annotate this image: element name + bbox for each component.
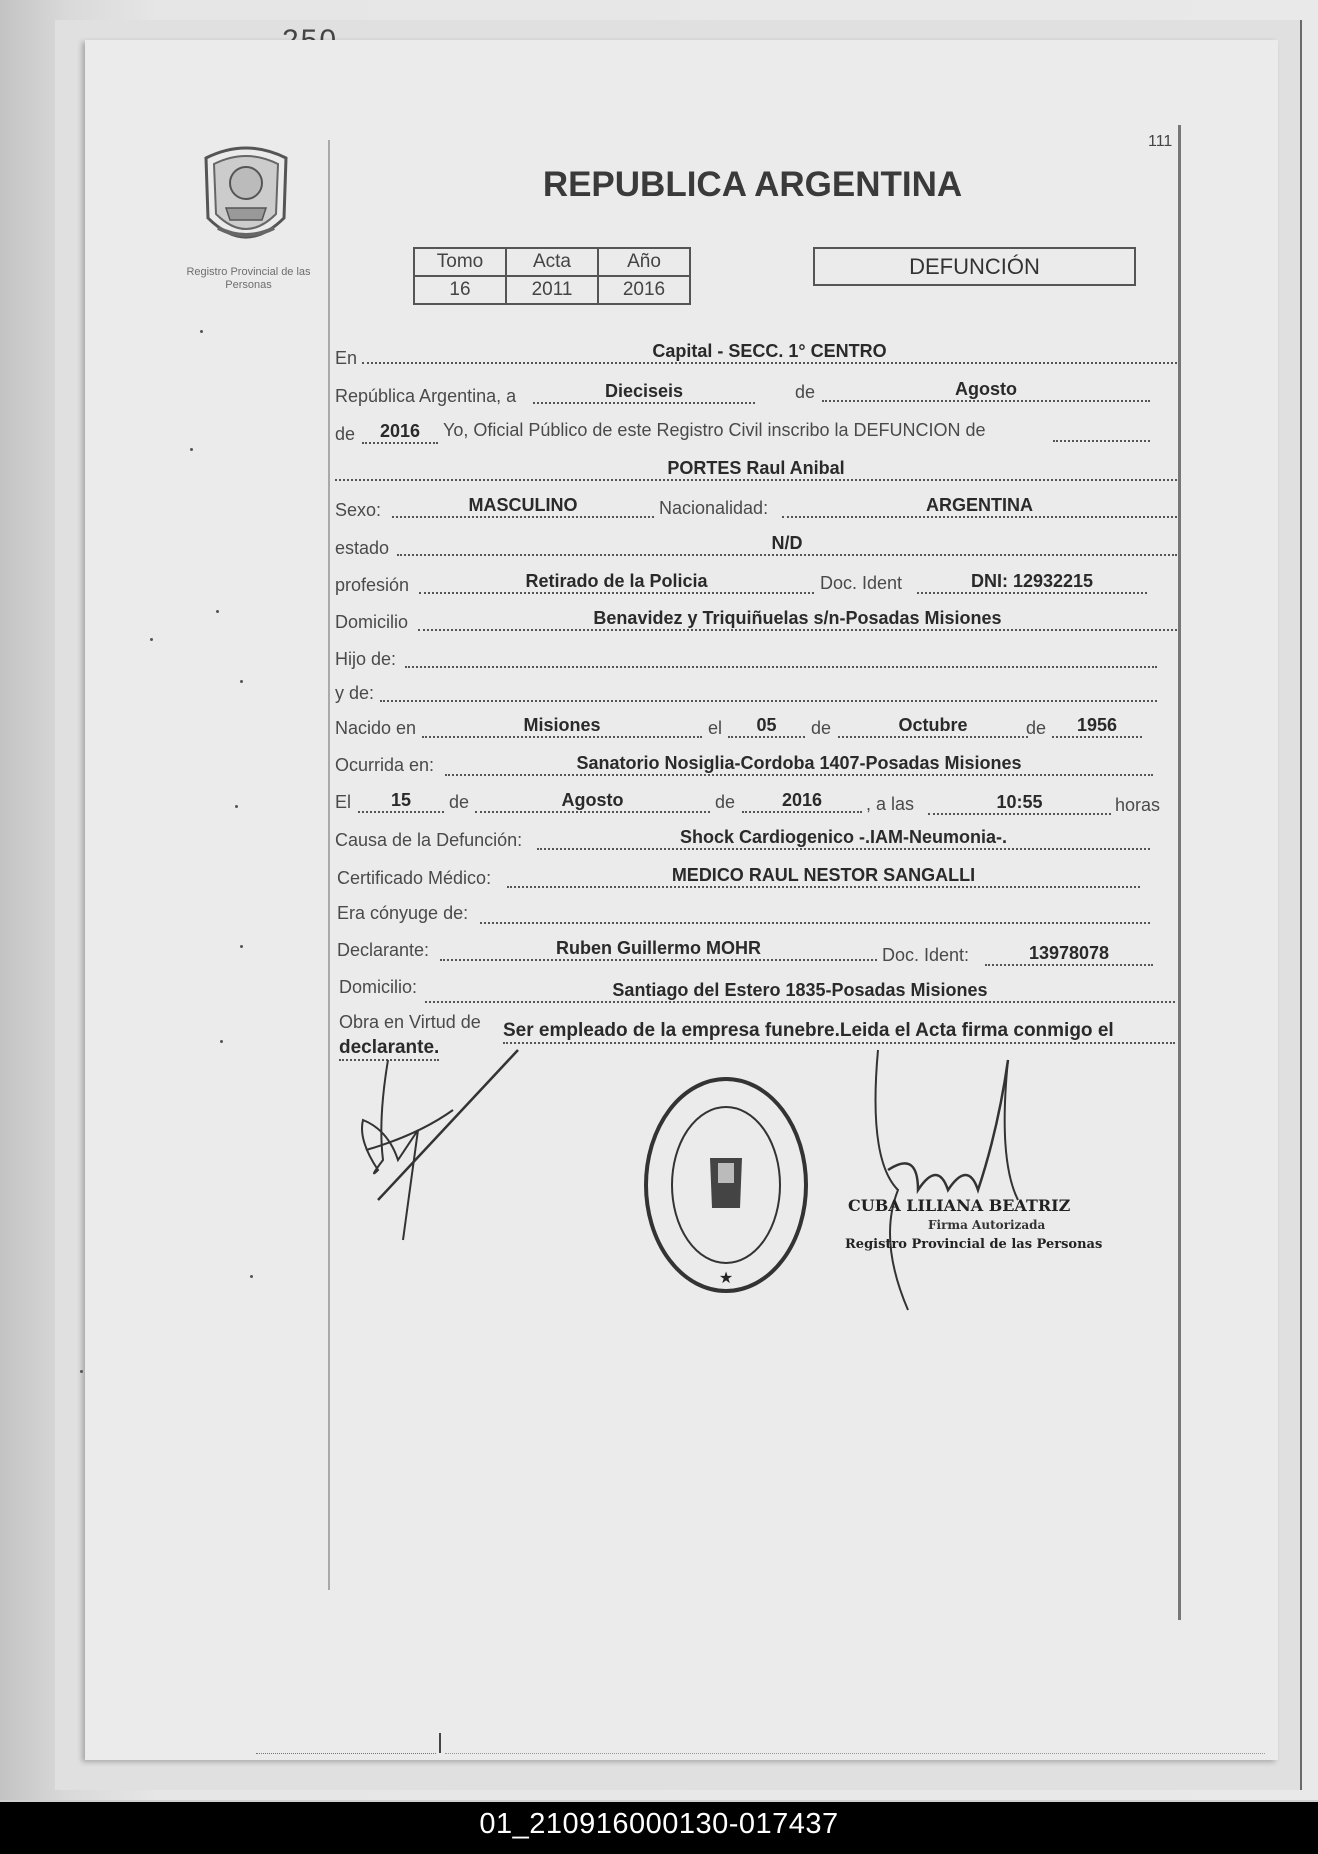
field-ocurrida-en: Sanatorio Nosiglia-Cordoba 1407-Posadas Misiones — [445, 752, 1153, 776]
label-obra: Obra en Virtud de — [339, 1012, 481, 1032]
seal-caption: Registro Provincial de las Personas — [186, 266, 311, 291]
label-de-mes: de — [795, 382, 816, 402]
label-doc-ident: Doc. Ident — [820, 573, 903, 593]
field-domicilio: Benavidez y Triquiñuelas s/n-Posadas Misiones — [418, 607, 1177, 631]
ref-value-tomo: 16 — [414, 276, 506, 304]
label-ocurrida-en: Ocurrida en: — [335, 755, 435, 775]
document-title: REPUBLICA ARGENTINA — [542, 165, 963, 204]
registrar-signature — [848, 1040, 1028, 1330]
field-anio: 2016 — [362, 420, 438, 444]
field-profesion: Retirado de la Policia — [419, 570, 814, 594]
field-def-mes: Agosto — [475, 789, 710, 813]
label-republica: República Argentina, a — [335, 386, 517, 406]
field-certificado: MEDICO RAUL NESTOR SANGALLI — [507, 864, 1140, 888]
field-hijo-de — [405, 644, 1157, 668]
reference-table — [413, 247, 691, 305]
field-nac-mes: Octubre — [838, 714, 1028, 738]
bottom-tick — [439, 1733, 441, 1753]
official-stamp-icon — [640, 1073, 812, 1298]
file-id: 01_210916000130-017437 — [479, 1808, 839, 1840]
field-nacido-en: Misiones — [422, 714, 702, 738]
label-el-def: El — [335, 792, 352, 812]
label-era-conyuge: Era cónyuge de: — [337, 903, 469, 923]
registrar-name: CUBA LILIANA BEATRIZ — [848, 1196, 1071, 1215]
label-hijo-de: Hijo de: — [335, 649, 397, 669]
field-def-hora: 10:55 — [928, 791, 1111, 815]
declarant-signature — [358, 1040, 533, 1260]
field-y-de — [380, 678, 1157, 702]
field-declarante-doc: 13978078 — [985, 942, 1153, 966]
field-sexo: MASCULINO — [392, 494, 654, 518]
provincial-seal-icon — [196, 138, 296, 258]
field-mes: Agosto — [822, 378, 1150, 402]
ref-header-acta: Acta — [506, 248, 598, 276]
field-def-dia: 15 — [358, 789, 444, 813]
field-dia-letras: Dieciseis — [533, 380, 755, 404]
ref-value-acta: 2011 — [506, 276, 598, 304]
page-number: 111 — [1148, 133, 1173, 150]
label-doc-ident-declarante: Doc. Ident: — [882, 945, 970, 965]
field-era-conyuge — [480, 900, 1150, 924]
ref-value-anio: 2016 — [598, 276, 690, 304]
record-type-box: DEFUNCIÓN — [813, 247, 1136, 286]
label-y-de: y de: — [335, 683, 375, 703]
field-nac-anio: 1956 — [1052, 714, 1142, 738]
label-nacido-en: Nacido en — [335, 718, 417, 738]
registrar-role: Firma Autorizada — [928, 1218, 1046, 1232]
ref-header-anio: Año — [598, 248, 690, 276]
label-de-def-anio: de — [715, 792, 736, 812]
label-causa: Causa de la Defunción: — [335, 830, 523, 850]
field-lugar: Capital - SECC. 1° CENTRO — [362, 340, 1177, 364]
field-obra-line2: declarante. — [339, 1037, 439, 1061]
right-rule — [1178, 125, 1181, 1620]
field-declarante: Ruben Guillermo MOHR — [440, 937, 877, 961]
label-en: En — [335, 348, 358, 368]
bottom-dotted-line-2 — [445, 1753, 1265, 1754]
registrar-office: Registro Provincial de las Personas — [845, 1237, 1103, 1252]
label-domicilio: Domicilio — [335, 612, 409, 632]
field-nombre: PORTES Raul Anibal — [335, 457, 1177, 481]
field-causa: Shock Cardiogenico -.IAM-Neumonia-. — [537, 826, 1150, 850]
label-de-nac-anio: de — [1026, 718, 1047, 738]
label-sexo: Sexo: — [335, 500, 382, 520]
label-profesion: profesión — [335, 575, 410, 595]
label-declarante: Declarante: — [337, 940, 430, 960]
label-yo-text: Yo, Oficial Público de este Registro Civil inscribo la DEFUNCION de — [443, 420, 986, 440]
ref-header-tomo: Tomo — [414, 248, 506, 276]
label-estado: estado — [335, 538, 390, 558]
dotted-filler — [1053, 440, 1150, 442]
label-a-las: , a las — [866, 794, 915, 814]
field-obra-line1: Ser empleado de la empresa funebre.Leida el Acta firma conmigo el — [503, 1020, 1175, 1044]
label-de-nac-mes: de — [811, 718, 832, 738]
field-def-anio: 2016 — [742, 789, 862, 813]
label-nacionalidad: Nacionalidad: — [659, 498, 769, 518]
field-nac-dia: 05 — [728, 714, 805, 738]
svg-text:★: ★ — [718, 1270, 734, 1287]
field-estado: N/D — [397, 532, 1177, 556]
field-nacionalidad: ARGENTINA — [782, 494, 1177, 518]
label-de-anio: de — [335, 424, 356, 444]
field-declarante-domicilio: Santiago del Estero 1835-Posadas Misiones — [425, 979, 1175, 1003]
label-de-def-mes: de — [449, 792, 470, 812]
bottom-dotted-line — [256, 1753, 436, 1754]
label-certificado: Certificado Médico: — [337, 868, 492, 888]
label-horas: horas — [1115, 795, 1161, 815]
margin-rule — [328, 140, 330, 1590]
field-dni: DNI: 12932215 — [917, 570, 1147, 594]
label-el: el — [708, 718, 723, 738]
label-domicilio-declarante: Domicilio: — [339, 977, 418, 997]
